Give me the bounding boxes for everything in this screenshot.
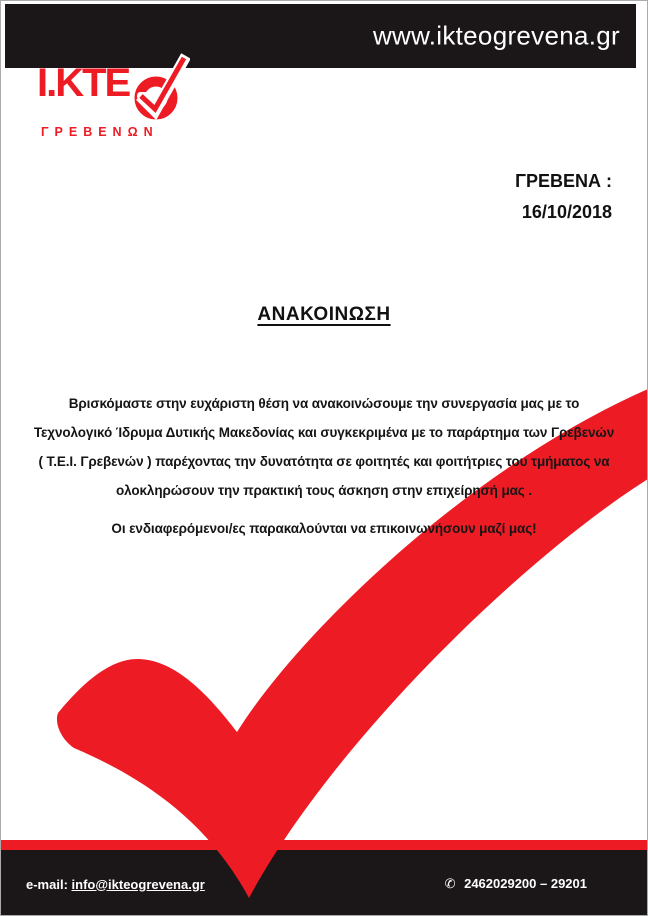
email-label: e-mail:	[26, 876, 68, 892]
text-line: Τεχνολογικό Ίδρυμα Δυτικής Μακεδονίας και συγκεκριμένα με το παράρτημα των Γρεβενών	[33, 425, 615, 440]
phone-number: 2462029200 – 29201	[464, 876, 587, 891]
footer-phone	[445, 876, 587, 892]
paragraph	[15, 389, 633, 505]
announcement-body	[15, 389, 633, 543]
date-value: 16/10/2018	[521, 202, 612, 222]
date-block	[515, 166, 612, 228]
email-link[interactable]: info@ikteogrevena.gr	[71, 876, 205, 892]
footer-email	[26, 877, 205, 892]
paragraph	[15, 514, 633, 543]
date-place-label: ΓΡΕΒΕΝΑ :	[515, 171, 612, 191]
footer-content	[26, 876, 587, 892]
logo-wordmark: Ι.ΚΤΕ	[37, 61, 130, 105]
website-url: www.ikteogrevena.gr	[372, 20, 620, 51]
page-title: ΑΝΑΚΟΙΝΩΣΗ	[257, 304, 391, 325]
text-line: ( Τ.Ε.Ι. Γρεβενών ) παρέχοντας την δυνατότητα σε φοιτητές και φοιτήτριες του τμήματος να	[38, 454, 610, 469]
text-line: ολοκληρώσουν την πρακτική τους άσκηση στην επιχείρησή μας .	[115, 483, 533, 498]
text-line: Οι ενδιαφερόμενοι/ες παρακαλούνται να επικοινωνήσουν μαζί μας!	[111, 521, 537, 536]
text-line: Βρισκόμαστε στην ευχάριστη θέση να ανακοινώσουμε την συνεργασία μας με το	[68, 396, 580, 411]
telephone-icon: ✆	[444, 877, 456, 892]
logo-subtitle: ΓΡΕΒΕΝΩΝ	[41, 125, 159, 139]
